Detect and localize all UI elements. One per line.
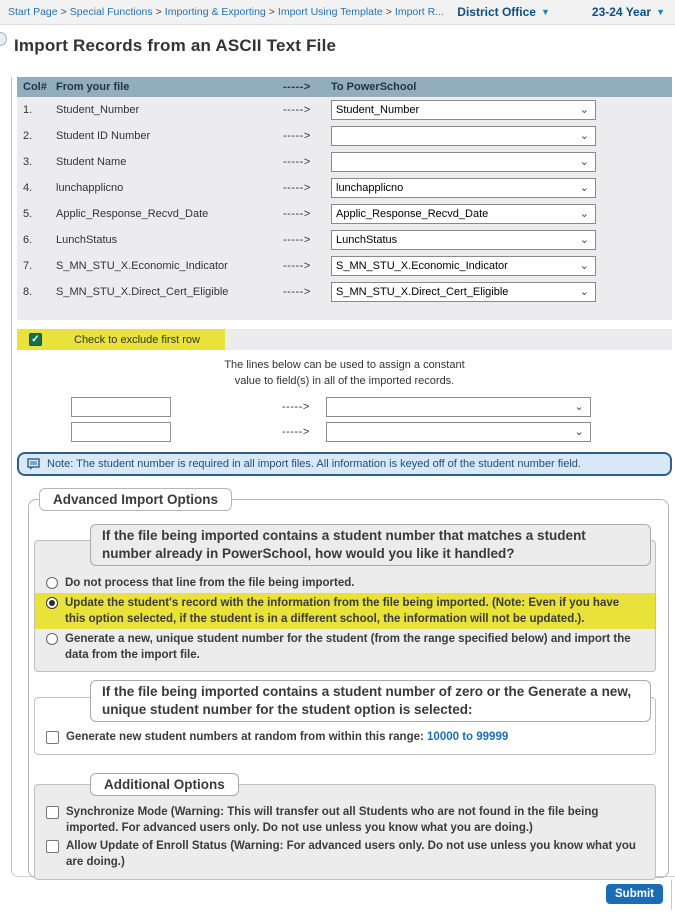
arrow-label: -----> <box>283 104 311 116</box>
table-row <box>17 201 672 227</box>
option-label <box>66 729 508 745</box>
row-number: 3. <box>23 156 33 168</box>
source-field-label: Student_Number <box>56 104 140 116</box>
breadcrumb-link-importing-exporting[interactable]: Importing & Exporting <box>164 6 266 18</box>
chevron-down-icon: ⌄ <box>579 130 589 142</box>
option-label: Do not process that line from the file being imported. <box>65 577 355 589</box>
arrow-label: -----> <box>283 286 311 298</box>
arrow-label: -----> <box>283 130 311 142</box>
exclude-first-row-label: Check to exclude first row <box>74 333 200 346</box>
selected-value: lunchapplicno <box>336 182 404 194</box>
title-bar <box>0 25 675 77</box>
breadcrumb-separator: > <box>60 6 67 18</box>
table-row <box>17 123 672 149</box>
table-row <box>17 175 672 201</box>
term-selector[interactable] <box>592 5 665 19</box>
zero-number-question: If the file being imported contains a student number of zero or the Generate a new, unique student number for the student option is selected: <box>90 680 651 722</box>
synchronize-mode-checkbox[interactable] <box>46 806 59 819</box>
source-field-label: Student Name <box>56 156 127 168</box>
target-field-select[interactable] <box>331 100 596 120</box>
source-field-label: Applic_Response_Recvd_Date <box>56 208 209 220</box>
arrow-header: -----> <box>283 81 311 93</box>
synchronize-mode-option <box>35 803 655 837</box>
additional-options-section <box>34 777 656 880</box>
footer-bar <box>0 877 675 904</box>
target-field-select[interactable] <box>331 230 596 250</box>
exclude-first-row-bar <box>17 329 672 350</box>
breadcrumb-link-start-page[interactable]: Start Page <box>8 6 58 18</box>
source-field-label: Student ID Number <box>56 130 151 142</box>
chevron-down-icon: ⌄ <box>579 286 589 298</box>
advanced-import-options-legend: Advanced Import Options <box>39 488 232 511</box>
term-selector-label: 23-24 Year <box>591 5 652 19</box>
submit-button[interactable]: Submit <box>606 884 663 904</box>
instructions-line2: value to field(s) in all of the imported records. <box>234 375 455 387</box>
from-file-header: From your file <box>56 81 130 93</box>
constants-instructions <box>17 357 672 389</box>
row-number: 8. <box>23 286 33 298</box>
main-content <box>11 77 675 877</box>
selected-value: S_MN_STU_X.Economic_Indicator <box>336 260 508 272</box>
option-label: Allow Update of Enroll Status (Warning: For advanced users only. Do not use unless you know what you are doing.) <box>66 840 636 868</box>
advanced-import-options-fieldset <box>28 492 669 878</box>
chevron-down-icon: ▼ <box>656 7 665 17</box>
highlight-band <box>17 329 225 350</box>
random-number-label: Generate new student numbers at random from within this range: <box>66 731 424 743</box>
matching-number-section <box>34 528 656 672</box>
row-number: 4. <box>23 182 33 194</box>
constant-row <box>17 422 675 442</box>
chevron-down-icon: ⌄ <box>574 401 584 413</box>
breadcrumb-link-special-functions[interactable]: Special Functions <box>69 6 153 18</box>
do-not-process-radio[interactable] <box>46 577 58 589</box>
constant-field-select[interactable] <box>326 397 591 417</box>
update-record-radio[interactable] <box>46 597 58 609</box>
breadcrumb-link-import-using-template[interactable]: Import Using Template <box>277 6 383 18</box>
option-update-record <box>35 593 655 629</box>
breadcrumb-separator: > <box>155 6 162 18</box>
row-number: 7. <box>23 260 33 272</box>
collapse-icon[interactable] <box>0 32 7 46</box>
chevron-down-icon: ▼ <box>540 7 550 17</box>
table-row <box>17 97 672 123</box>
option-label: Generate a new, unique student number for the student (from the range specified below) and import the data from the import file. <box>65 633 631 661</box>
target-field-select[interactable] <box>331 126 596 146</box>
breadcrumb <box>8 6 444 18</box>
constant-row <box>17 397 675 417</box>
chevron-down-icon: ⌄ <box>574 426 584 438</box>
arrow-label: -----> <box>282 401 310 413</box>
breadcrumb-current: Import R... <box>394 6 444 18</box>
col-number-header: Col# <box>23 81 47 93</box>
row-number: 5. <box>23 208 33 220</box>
arrow-label: -----> <box>283 234 311 246</box>
additional-options-legend: Additional Options <box>90 773 239 796</box>
source-field-label: S_MN_STU_X.Direct_Cert_Eligible <box>56 286 229 298</box>
row-number: 6. <box>23 234 33 246</box>
exclude-first-row-checkbox[interactable]: ✓ <box>29 333 42 346</box>
matching-number-question: If the file being imported contains a student number that matches a student number already in PowerSchool, how would you like it handled? <box>90 524 651 566</box>
chevron-down-icon: ⌄ <box>579 156 589 168</box>
chevron-down-icon: ⌄ <box>579 234 589 246</box>
table-row <box>17 253 672 279</box>
note-text: Note: The student number is required in all import files. All information is keyed off of the student number field. <box>47 458 581 470</box>
source-field-label: lunchapplicno <box>56 182 124 194</box>
table-header-row <box>17 77 672 97</box>
to-powerschool-header: To PowerSchool <box>331 81 417 93</box>
table-row <box>17 149 672 175</box>
arrow-label: -----> <box>283 156 311 168</box>
target-field-select[interactable] <box>331 256 596 276</box>
arrow-label: -----> <box>283 182 311 194</box>
target-field-select[interactable] <box>331 204 596 224</box>
constant-value-input[interactable] <box>71 397 171 417</box>
option-label: Update the student's record with the information from the file being imported. (Note: Even if you have this option selected, if the student is in a different school, the information will not be updated.). <box>65 597 620 625</box>
arrow-label: -----> <box>283 260 311 272</box>
instructions-line1: The lines below can be used to assign a constant <box>224 359 465 371</box>
scrollbar-edge <box>671 880 672 910</box>
selected-value: Student_Number <box>336 104 420 116</box>
table-row <box>17 227 672 253</box>
speech-bubble-icon <box>27 458 40 470</box>
selected-value: S_MN_STU_X.Direct_Cert_Eligible <box>336 286 509 298</box>
number-range-value[interactable]: 10000 to 99999 <box>427 731 509 743</box>
option-do-not-process <box>35 573 655 593</box>
school-selector-label: District Office <box>457 5 536 19</box>
random-number-option <box>35 728 655 746</box>
option-label: Synchronize Mode (Warning: This will transfer out all Students who are not found in the file being imported. For advanced users only. Do not use unless you know what you are doing.) <box>66 806 599 834</box>
constant-field-select[interactable] <box>326 422 591 442</box>
allow-update-enroll-option <box>35 837 655 871</box>
allow-update-enroll-checkbox[interactable] <box>46 840 59 853</box>
selected-value: Applic_Response_Recvd_Date <box>336 208 489 220</box>
field-mapping-table <box>17 77 672 320</box>
top-bar <box>0 0 675 25</box>
note-bar <box>17 452 672 476</box>
breadcrumb-separator: > <box>268 6 275 18</box>
chevron-down-icon: ⌄ <box>579 104 589 116</box>
school-selector[interactable] <box>457 5 550 19</box>
constant-value-input[interactable] <box>71 422 171 442</box>
source-field-label: LunchStatus <box>56 234 118 246</box>
row-number: 2. <box>23 130 33 142</box>
chevron-down-icon: ⌄ <box>579 182 589 194</box>
random-number-checkbox[interactable] <box>46 731 59 744</box>
option-generate-new-number <box>35 629 655 665</box>
target-field-select[interactable] <box>331 282 596 302</box>
chevron-down-icon: ⌄ <box>579 208 589 220</box>
arrow-label: -----> <box>283 208 311 220</box>
chevron-down-icon: ⌄ <box>579 260 589 272</box>
selected-value: LunchStatus <box>336 234 398 246</box>
row-number: 1. <box>23 104 33 116</box>
table-row <box>17 279 672 305</box>
generate-new-number-radio[interactable] <box>46 633 58 645</box>
zero-number-section <box>34 684 656 755</box>
arrow-label: -----> <box>282 426 310 438</box>
target-field-select[interactable] <box>331 178 596 198</box>
target-field-select[interactable] <box>331 152 596 172</box>
page-title: Import Records from an ASCII Text File <box>14 36 337 55</box>
source-field-label: S_MN_STU_X.Economic_Indicator <box>56 260 228 272</box>
breadcrumb-separator: > <box>385 6 392 18</box>
